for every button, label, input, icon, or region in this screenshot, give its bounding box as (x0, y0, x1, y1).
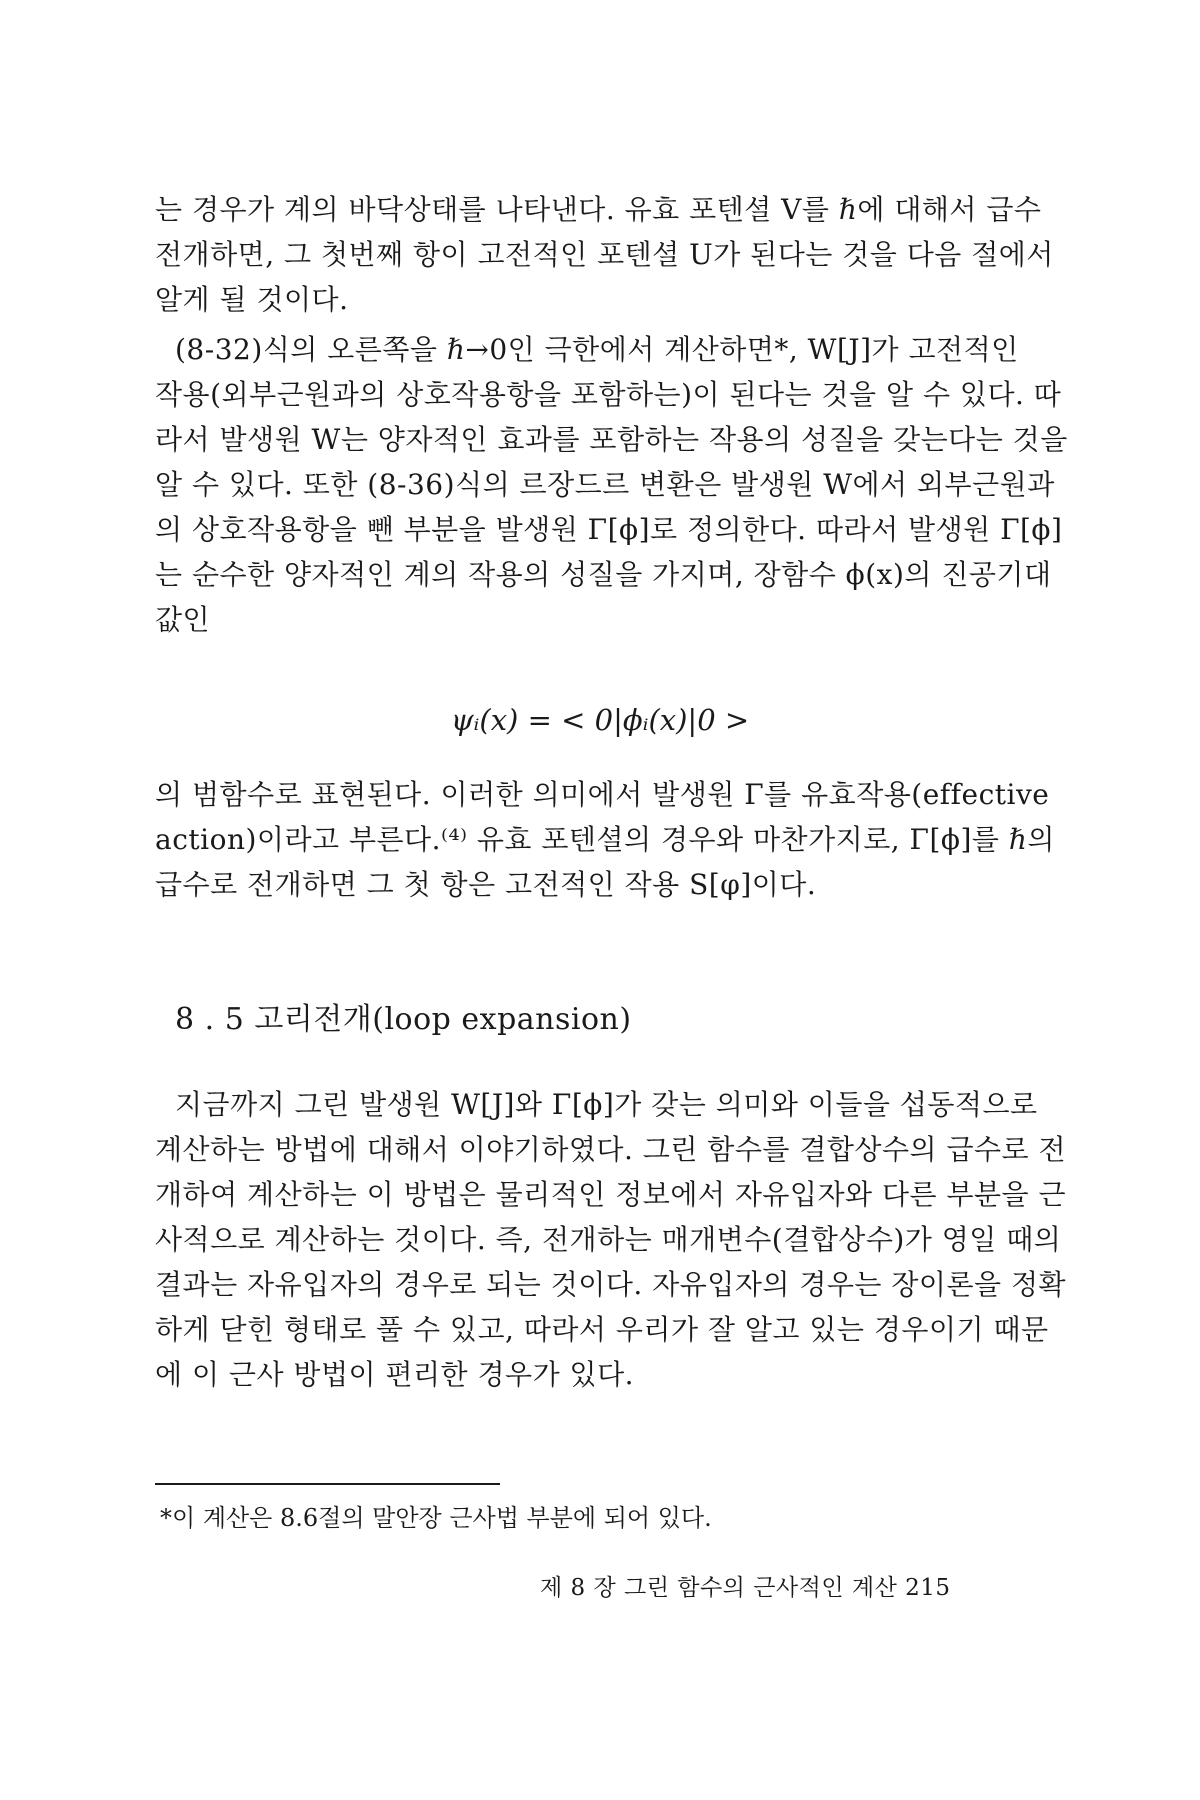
text-line: 개하여 계산하는 이 방법은 물리적인 정보에서 자유입자와 다른 부분을 근 (155, 1178, 1067, 1211)
section-heading: 8 . 5 고리전개(loop expansion) (175, 1002, 632, 1037)
text-line: 지금까지 그린 발생원 W[J]와 Γ[ϕ]가 갖는 의미와 이들을 섭동적으로 (175, 1088, 1038, 1121)
text-line: 알 수 있다. 또한 (8-36)식의 르장드르 변환은 발생원 W에서 외부근원과 (155, 468, 1055, 501)
text-line: 계산하는 방법에 대해서 이야기하였다. 그린 함수를 결합상수의 급수로 전 (155, 1133, 1067, 1166)
text-line: 는 순수한 양자적인 계의 작용의 성질을 가지며, 장함수 ϕ(x)의 진공기대 (155, 558, 1052, 591)
text-line: 하게 닫힌 형태로 풀 수 있고, 따라서 우리가 잘 알고 있는 경우이기 때문 (155, 1313, 1049, 1346)
text-line: 의 상호작용항을 뺀 부분을 발생원 Γ[ϕ]로 정의한다. 따라서 발생원 Γ[ϕ] (155, 513, 1063, 546)
footnote-divider (155, 1483, 500, 1485)
text-line: (8-32)식의 오른쪽을 ℏ→0인 극한에서 계산하면*, W[J]가 고전적인 (175, 333, 1019, 366)
text-line: 결과는 자유입자의 경우로 되는 것이다. 자유입자의 경우는 장이론을 정확 (155, 1268, 1067, 1301)
text-line: action)이라고 부른다.⁽⁴⁾ 유효 포텐셜의 경우와 마찬가지로, Γ[ϕ]를 ℏ의 (155, 823, 1055, 856)
text-line: 는 경우가 계의 바닥상태를 나타낸다. 유효 포텐셜 V를 ℏ에 대해서 급수 (155, 193, 1042, 226)
running-footer: 제 8 장 그린 함수의 근사적인 계산 215 (540, 1575, 951, 1601)
text-line: 사적으로 계산하는 것이다. 즉, 전개하는 매개변수(결합상수)가 영일 때의 (155, 1223, 1062, 1256)
display-equation: ψᵢ(x) = < 0|ϕᵢ(x)|0 > (450, 703, 750, 737)
footnote: *이 계산은 8.6절의 말안장 근사법 부분에 되어 있다. (160, 1504, 712, 1532)
text-line: 의 범함수로 표현된다. 이러한 의미에서 발생원 Γ를 유효작용(effective (155, 778, 1050, 811)
text-line: 라서 발생원 W는 양자적인 효과를 포함하는 작용의 성질을 갖는다는 것을 (155, 423, 1068, 456)
text-line: 작용(외부근원과의 상호작용항을 포함하는)이 된다는 것을 알 수 있다. 따 (155, 378, 1062, 411)
text-line: 전개하면, 그 첫번째 항이 고전적인 포텐셜 U가 된다는 것을 다음 절에서 (155, 238, 1054, 271)
text-line: 에 이 근사 방법이 편리한 경우가 있다. (155, 1358, 635, 1391)
text-line: 급수로 전개하면 그 첫 항은 고전적인 작용 S[φ]이다. (155, 868, 817, 901)
text-line: 값인 (155, 603, 211, 636)
text-line: 알게 될 것이다. (155, 283, 349, 316)
